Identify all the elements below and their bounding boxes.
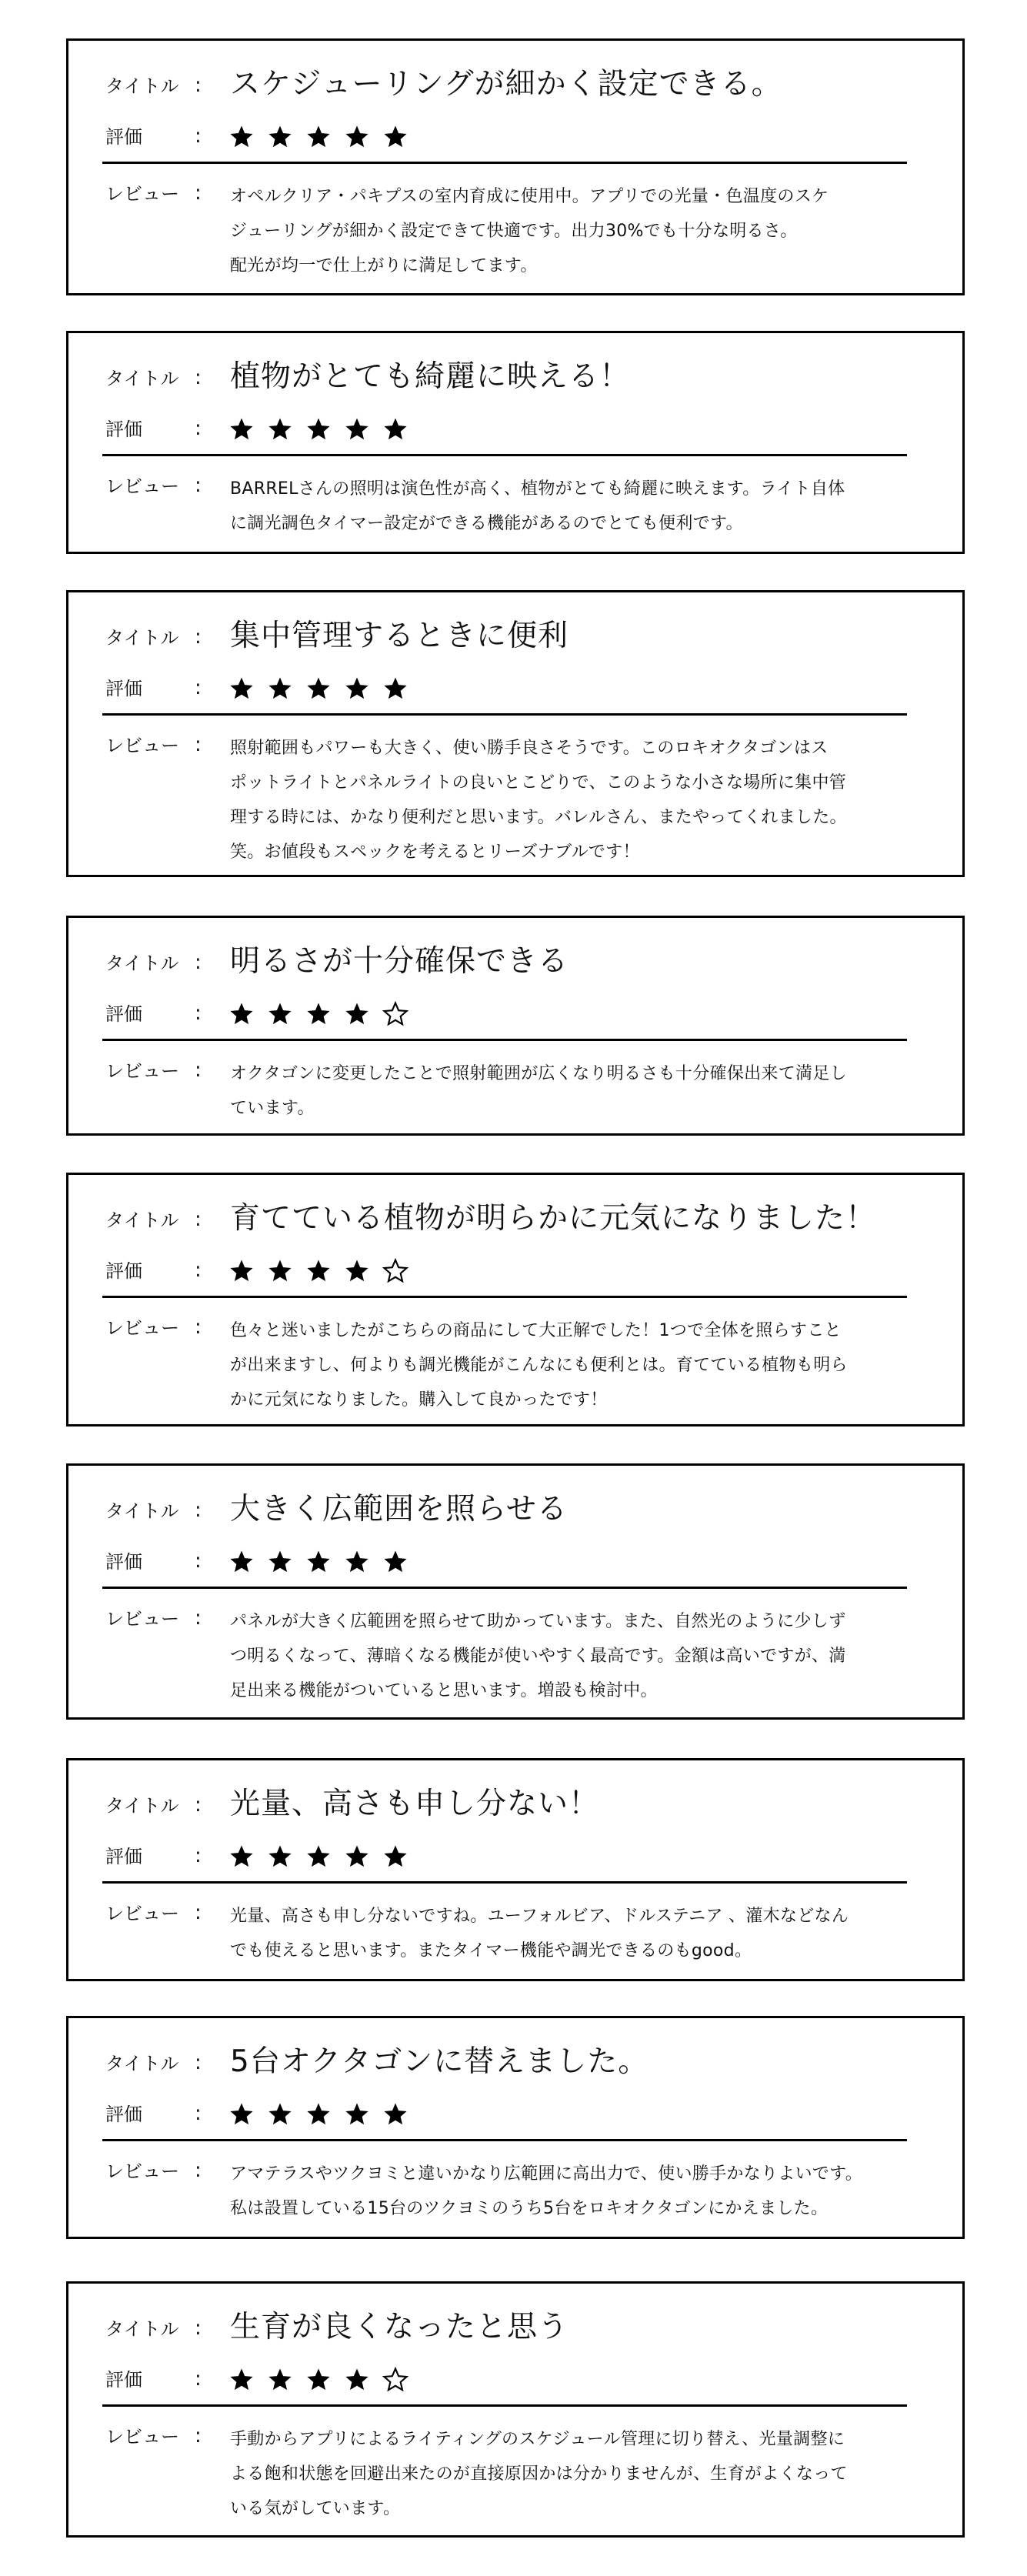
review-line: 手動からアプリによるライティングのスケジュール管理に切り替え、光量調整に	[230, 2430, 845, 2449]
rating-colon: :	[195, 1550, 202, 1573]
title-row	[68, 2038, 962, 2086]
title-row	[68, 2304, 962, 2351]
star-filled-icon	[228, 676, 255, 702]
review-line: 理する時には、かなり便利だと思います。バレルさん、またやってくれました。	[230, 808, 847, 827]
review-card	[66, 2016, 965, 2239]
star-rating	[228, 1546, 421, 1578]
rating-row	[68, 121, 962, 153]
star-filled-icon	[228, 416, 255, 442]
star-filled-icon	[267, 124, 293, 150]
star-filled-icon	[382, 416, 408, 442]
review-title: 明るさが十分確保できる	[230, 944, 569, 979]
title-colon: :	[195, 366, 202, 389]
star-filled-icon	[382, 676, 408, 702]
review-colon: :	[195, 733, 202, 756]
review-card	[66, 1173, 965, 1426]
star-filled-icon	[344, 416, 370, 442]
review-colon: :	[195, 2424, 202, 2448]
review-line: 光量、高さも申し分ないですね。ユーフォルビア、ドルステニア 、灌木などなん	[230, 1907, 849, 1926]
review-title: 大きく広範囲を照らせる	[230, 1492, 568, 1527]
star-rating	[228, 2098, 421, 2131]
review-colon: :	[195, 474, 202, 497]
star-filled-icon	[267, 2101, 293, 2127]
review-card	[66, 2281, 965, 2538]
star-filled-icon	[305, 2101, 332, 2127]
star-filled-icon	[344, 124, 370, 150]
review-label: レビュー	[105, 1317, 179, 1339]
title-label: タイトル	[105, 75, 179, 97]
review-card	[66, 38, 965, 295]
review-colon: :	[195, 182, 202, 205]
star-outline-icon	[382, 1258, 408, 1284]
review-line: パネルが大きく広範囲を照らせて助かっています。また、自然光のように少しず	[230, 1612, 846, 1631]
star-filled-icon	[305, 2367, 332, 2393]
rating-row	[68, 413, 962, 445]
star-outline-icon	[382, 2367, 408, 2393]
title-row	[68, 1486, 962, 1533]
divider	[102, 1039, 907, 1041]
title-colon: :	[195, 1794, 202, 1817]
star-filled-icon	[267, 1549, 293, 1575]
star-filled-icon	[228, 2367, 255, 2393]
review-label: レビュー	[105, 1903, 179, 1924]
review-label: レビュー	[105, 2426, 179, 2448]
star-filled-icon	[305, 676, 332, 702]
star-filled-icon	[344, 676, 370, 702]
rating-row	[68, 672, 962, 705]
review-colon: :	[195, 1316, 202, 1339]
review-card	[66, 331, 965, 554]
star-rating	[228, 121, 421, 153]
title-label: タイトル	[105, 1500, 179, 1522]
review-title: スケジューリングが細かく設定できる。	[230, 67, 782, 102]
review-line: いる気がしています。	[230, 2499, 401, 2518]
rating-colon: :	[195, 417, 202, 440]
star-rating	[228, 1840, 421, 1873]
star-filled-icon	[305, 1549, 332, 1575]
star-filled-icon	[305, 1258, 332, 1284]
rating-label: 評価	[105, 419, 142, 440]
review-line: が出来ますし、何よりも調光機能がこんなにも便利とは。育てている植物も明ら	[230, 1356, 848, 1375]
review-label: レビュー	[105, 2161, 179, 2182]
star-filled-icon	[228, 1001, 255, 1027]
review-line: 配光が均一で仕上がりに満足してます。	[230, 256, 538, 275]
title-colon: :	[195, 2317, 202, 2340]
review-line: ポットライトとパネルライトの良いとこどりで、このような小さな場所に集中管	[230, 773, 847, 792]
star-filled-icon	[305, 124, 332, 150]
star-filled-icon	[382, 2101, 408, 2127]
star-filled-icon	[228, 2101, 255, 2127]
star-filled-icon	[267, 1001, 293, 1027]
star-filled-icon	[267, 1844, 293, 1870]
star-rating	[228, 998, 421, 1030]
title-label: タイトル	[105, 1210, 179, 1231]
title-label: タイトル	[105, 1795, 179, 1817]
star-filled-icon	[305, 1844, 332, 1870]
review-colon: :	[195, 1901, 202, 1924]
review-body	[230, 472, 907, 541]
star-filled-icon	[228, 1844, 255, 1870]
title-row	[68, 353, 962, 401]
review-label: レビュー	[105, 1060, 179, 1082]
divider	[102, 2139, 907, 2141]
review-line: オクタゴンに変更したことで照射範囲が広くなり明るさも十分確保出来て満足し	[230, 1064, 847, 1083]
rating-row	[68, 2098, 962, 2131]
title-row	[68, 938, 962, 986]
star-filled-icon	[344, 2367, 370, 2393]
review-line: BARRELさんの照明は演色性が高く、植物がとても綺麗に映えます。ライト自体	[230, 479, 845, 499]
review-body	[230, 2157, 907, 2226]
title-label: タイトル	[105, 2053, 179, 2074]
rating-colon: :	[195, 2367, 202, 2391]
star-filled-icon	[382, 1549, 408, 1575]
rating-row	[68, 2364, 962, 2396]
rating-row	[68, 1840, 962, 1873]
review-body	[230, 1899, 907, 1968]
review-label: レビュー	[105, 735, 179, 756]
rating-colon: :	[195, 676, 202, 699]
review-line: ています。	[230, 1099, 315, 1118]
title-row	[68, 612, 962, 660]
title-colon: :	[195, 626, 202, 649]
star-rating	[228, 1255, 421, 1287]
title-row	[68, 61, 962, 108]
star-filled-icon	[228, 124, 255, 150]
rating-colon: :	[195, 2102, 202, 2125]
review-line: 笑。お値段もスペックを考えるとリーズナブルです！	[230, 843, 640, 862]
rating-label: 評価	[105, 678, 142, 699]
rating-colon: :	[195, 1844, 202, 1867]
rating-row	[68, 1255, 962, 1287]
rating-colon: :	[195, 1259, 202, 1282]
title-row	[68, 1780, 962, 1828]
review-title: 集中管理するときに便利	[230, 619, 569, 653]
review-body	[230, 2422, 907, 2526]
title-label: タイトル	[105, 2318, 179, 2340]
review-card	[66, 590, 965, 877]
star-filled-icon	[228, 1258, 255, 1284]
review-label: レビュー	[105, 475, 179, 497]
star-filled-icon	[382, 124, 408, 150]
title-colon: :	[195, 1499, 202, 1522]
star-rating	[228, 413, 421, 445]
rating-row	[68, 1546, 962, 1578]
review-line: つ明るくなって、薄暗くなる機能が使いやすく最高です。金額は高いですが、満	[230, 1647, 846, 1666]
review-body	[230, 179, 907, 283]
review-line: でも使えると思います。またタイマー機能や調光できるのもgood。	[230, 1941, 752, 1960]
divider	[102, 454, 907, 456]
star-rating	[228, 672, 421, 705]
title-label: タイトル	[105, 627, 179, 649]
rating-colon: :	[195, 125, 202, 148]
review-line: 照射範囲もパワーも大きく、使い勝手良さそうです。このロキオクタゴンはス	[230, 739, 829, 758]
divider	[102, 713, 907, 716]
rating-label: 評価	[105, 1846, 142, 1867]
rating-label: 評価	[105, 1260, 142, 1282]
review-line: 私は設置している15台のツクヨミのうち5台をロキオクタゴンにかえました。	[230, 2199, 829, 2218]
review-title: 植物がとても綺麗に映える！	[230, 359, 631, 394]
divider	[102, 1296, 907, 1298]
star-filled-icon	[228, 1549, 255, 1575]
title-colon: :	[195, 2051, 202, 2074]
star-filled-icon	[344, 1549, 370, 1575]
star-filled-icon	[305, 416, 332, 442]
star-filled-icon	[267, 676, 293, 702]
review-line: に調光調色タイマー設定ができる機能があるのでとても便利です。	[230, 514, 743, 533]
star-filled-icon	[344, 1258, 370, 1284]
star-filled-icon	[267, 2367, 293, 2393]
review-title: 育てている植物が明らかに元気になりました！	[230, 1201, 877, 1236]
title-colon: :	[195, 74, 202, 97]
review-line: 色々と迷いましたがこちらの商品にして大正解でした！1つで全体を照らすこと	[230, 1321, 842, 1340]
review-colon: :	[195, 1607, 202, 1630]
review-card	[66, 1758, 965, 1981]
divider	[102, 2404, 907, 2407]
review-card	[66, 916, 965, 1136]
review-body	[230, 1604, 907, 1708]
star-filled-icon	[305, 1001, 332, 1027]
review-title: 光量、高さも申し分ない！	[230, 1787, 600, 1821]
star-rating	[228, 2364, 421, 2396]
star-filled-icon	[344, 2101, 370, 2127]
star-filled-icon	[267, 1258, 293, 1284]
star-filled-icon	[382, 1844, 408, 1870]
review-card	[66, 1463, 965, 1720]
review-line: ジューリングが細かく設定できて快適です。出力30%でも十分な明るさ。	[230, 222, 798, 241]
rating-label: 評価	[105, 2104, 142, 2125]
review-body	[230, 1056, 907, 1126]
title-label: タイトル	[105, 368, 179, 389]
rating-row	[68, 998, 962, 1030]
review-title: 生育が良くなったと思う	[230, 2310, 569, 2344]
review-label: レビュー	[105, 1608, 179, 1630]
review-body	[230, 1313, 907, 1417]
review-line: よる飽和状態を回避出来たのが直接原因かは分かりませんが、生育がよくなって	[230, 2464, 848, 2484]
review-label: レビュー	[105, 183, 179, 205]
review-line: 足出来る機能がついていると思います。増設も検討中。	[230, 1681, 658, 1700]
rating-label: 評価	[105, 1551, 142, 1573]
review-line: かに元気になりました。購入して良かったです！	[230, 1390, 608, 1410]
divider	[102, 1881, 907, 1884]
title-label: タイトル	[105, 953, 179, 974]
star-outline-icon	[382, 1001, 408, 1027]
review-line: アマテラスやツクヨミと違いかなり広範囲に高出力で、使い勝手かなりよいです。	[230, 2164, 863, 2184]
divider	[102, 1587, 907, 1589]
divider	[102, 162, 907, 164]
rating-label: 評価	[105, 2369, 142, 2391]
star-filled-icon	[267, 416, 293, 442]
rating-label: 評価	[105, 1003, 142, 1025]
star-filled-icon	[344, 1001, 370, 1027]
title-colon: :	[195, 951, 202, 974]
rating-label: 評価	[105, 126, 142, 148]
review-body	[230, 731, 907, 869]
star-filled-icon	[344, 1844, 370, 1870]
review-title: 5台オクタゴンに替えました。	[230, 2044, 649, 2079]
review-colon: :	[195, 2159, 202, 2182]
review-line: オペルクリア・パキプスの室内育成に使用中。アプリでの光量・色温度のスケ	[230, 187, 829, 206]
title-row	[68, 1195, 962, 1243]
rating-colon: :	[195, 1002, 202, 1025]
title-colon: :	[195, 1208, 202, 1231]
review-colon: :	[195, 1059, 202, 1082]
